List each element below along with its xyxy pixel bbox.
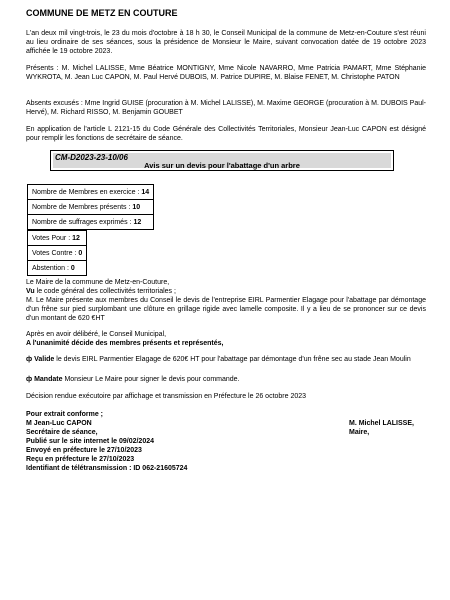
table-row: [28, 200, 154, 215]
signature-block-right: [349, 419, 414, 437]
valide-paragraph: [26, 355, 426, 364]
deliberation-header-box: [50, 150, 394, 171]
vote-value: 0: [70, 264, 75, 272]
table-row: [28, 231, 87, 246]
secretary-designation: En application de l'article L 2121-15 du Code Générale des Collectivités Territoriales, Monsieur Jean-Luc CAPON est désigné pour remplir les fonctions de secrétaire de séance.: [26, 126, 426, 142]
vote-cell: [28, 246, 87, 261]
mandate-label: Mandate: [34, 376, 63, 383]
vu-label: Vu: [26, 288, 35, 295]
vu-text: le code général des collectivités territoriales ;: [36, 288, 176, 295]
vote-value: 10: [132, 203, 141, 211]
vote-cell: [28, 261, 87, 276]
signature-line: Envoyé en préfecture le 27/10/2023: [26, 447, 142, 454]
diamond-bullet-icon: ф: [26, 356, 33, 363]
vote-label: Nombre de suffrages exprimés :: [32, 218, 132, 226]
executory-line: Décision rendue exécutoire par affichage et transmission en Préfecture le 26 octobre 2023: [26, 393, 307, 400]
presentation-paragraph: M. Le Maire présente aux membres du Conseil le devis de l'entreprise EIRL Parmentier Elagage pour l'abattage par démontage d'un frêne sur pied surplombant une clôture en grillage rigide avec lamelle composite. Il y a lieu de se prononcer sur ce devis d'un montant de 620 €HT: [26, 297, 426, 322]
table-row: [28, 246, 87, 261]
vote-value: 12: [133, 218, 142, 226]
vote-cell: [28, 215, 154, 230]
mandate-text: Monsieur Le Maire pour signer le devis pour commande.: [64, 376, 240, 383]
deliberation-header-fill: [53, 153, 391, 168]
presents-paragraph: Présents : M. Michel LALISSE, Mme Béatrice MONTIGNY, Mme Nicole NAVARRO, Mme Patricia PAMART, Mme Stéphanie WYKROTA, M. Jean Luc CAPON, M. Paul Hervé DUBOIS, M. Patrice DUPIRE, M. Blaise FENET, M. Christophe PATON: [26, 65, 426, 81]
vote-label: Votes Pour :: [32, 234, 71, 242]
table-row: [28, 185, 154, 200]
vote-cell: [28, 231, 87, 246]
vote-value: 12: [72, 234, 80, 242]
vote-value: 14: [141, 188, 150, 196]
after-deliberation-line: Après en avoir délibéré, le Conseil Municipal,: [26, 331, 167, 338]
intro-paragraph: L'an deux mil vingt-trois, le 23 du mois d'octobre à 18 h 30, le Conseil Municipal de la commune de Metz-en-Couture s'est réuni au lieu ordinaire de ses séances, sous la présidence de Monsieur le Maire, suivant convocation datée de 19 octobre 2023 affichée le 19 octobre 2023.: [26, 30, 426, 55]
mandate-paragraph: [26, 375, 426, 384]
signature-line: Pour extrait conforme ;: [26, 411, 104, 418]
deliberation-code: CM-D2023-23-10/06: [55, 153, 128, 162]
vote-label: Nombre de Membres en exercice :: [32, 188, 140, 196]
signature-line: M. Michel LALISSE,: [349, 420, 414, 427]
vote-label: Nombre de Membres présents :: [32, 203, 131, 211]
votes-table-2: [27, 230, 87, 276]
vu-line: [26, 287, 426, 296]
signature-line: Publié sur le site internet le 09/02/2024: [26, 438, 155, 445]
votes-table: [27, 184, 154, 230]
vote-cell: [28, 185, 154, 200]
signature-line: Reçu en préfecture le 27/10/2023: [26, 456, 135, 463]
table-row: [28, 215, 154, 230]
table-row: [28, 261, 87, 276]
vote-cell: [28, 200, 154, 215]
signature-line: Secrétaire de séance,: [26, 429, 98, 436]
valide-text: le devis EIRL Parmentier Elagage de 620€ HT pour l'abattage par démontage d'un frêne sec au stade Jean Moulin: [56, 356, 411, 363]
vote-label: Abstention :: [32, 264, 69, 272]
mayor-line: Le Maire de la commune de Metz-en-Couture,: [26, 279, 170, 286]
unanimity-line: A l'unanimité décide des membres présents et représentés,: [26, 340, 224, 347]
deliberation-subject: Avis sur un devis pour l'abattage d'un arbre: [144, 161, 300, 170]
vote-label: Votes Contre :: [32, 249, 77, 257]
diamond-bullet-icon: ф: [26, 376, 33, 383]
valide-label: Valide: [34, 356, 55, 363]
signature-line: Maire,: [349, 429, 370, 436]
absents-paragraph: Absents excusés : Mme Ingrid GUISE (procuration à M. Michel LALISSE), M. Maxime GEORGE (procuration à M. DUBOIS Paul-Hervé), M. Richard RISSO, M. Benjamin GOUBET: [26, 100, 426, 116]
vote-value: 0: [78, 249, 83, 257]
commune-title: COMMUNE DE METZ EN COUTURE: [26, 8, 178, 18]
signature-line: M Jean-Luc CAPON: [26, 420, 92, 427]
signature-line: Identifiant de télétransmission : ID 062-21605724: [26, 465, 188, 472]
